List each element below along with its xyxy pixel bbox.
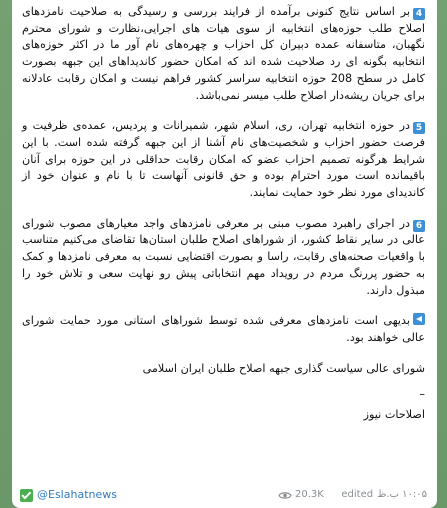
keycap-6-icon: 6 bbox=[413, 220, 425, 232]
channel-link[interactable] bbox=[20, 487, 117, 503]
view-counter bbox=[278, 487, 324, 503]
view-count: 20.3K bbox=[295, 489, 324, 500]
paragraph-6-text: در اجرای راهبرد مصوب مبنی بر معرفی نامزدهای واجد معیارهای مصوب شورای عالی در سایر نقاط کشور، از شوراهای اصلاح طلبان استان‌ها تقاضای می‌کنیم متناسب با واقعیات صحنه‌های رقابت، راسا و بصورت اقتضایی نسبت به معرفی نامزدها و کمک به حضور پررنگ مردم در رویداد مهم انتخاباتی پیش رو نهایت سعی و تلاش خود را مبذول دارند. bbox=[22, 216, 425, 297]
check-mark-button-icon bbox=[20, 489, 33, 502]
post-meta bbox=[341, 487, 427, 503]
paragraph-4-text: بر اساس نتایج کنونی برآمده از فرایند بررسی و رسیدگی به صلاحیت نامزدهای اصلاح طلب حوزه‌های انتخابیه از سوی هیات های اجرایی،نظارت و شورای محترم نگهبان، متاسفانه عمده دبیران کل احزاب و چهره‌های نام آور ما در اکثر حوزه‌های انتخابیه بگونه ای رد صلاحیت شده اند که امکان حضور کاندیداهای این جبهه بصورت کامل در سطح 208 حوزه انتخابیه سراسر کشور فراهم نیست و امکان رقابت عادلانه برای جریان ریشه‌دار اصلاح طلب میسر نمی‌باشد. bbox=[22, 5, 425, 102]
eye-icon bbox=[278, 491, 292, 500]
post-signature: شورای عالی سیاست گذاری جبهه اصلاح طلبان ایران اسلامی bbox=[142, 361, 425, 375]
channel-handle: @Eslahatnews bbox=[37, 488, 117, 501]
post-paragraph-6 bbox=[22, 216, 425, 300]
paragraph-note-text: بدیهی است نامزدهای معرفی شده توسط شوراهای استانی مورد حمایت شورای عالی خواهند بود. bbox=[22, 314, 425, 344]
post-footer bbox=[12, 487, 437, 503]
post-divider: – bbox=[419, 387, 425, 401]
paragraph-5-text: در حوزه انتخابیه تهران، ری، اسلام شهر، شمیرانات و پردیس، عمده‌ی ظرفیت و فرصت حضور احزاب و شخصیت‌های نام آشنا از این جبهه گرفته شده است. با این شرایط هرگونه تصمیم احزاب عضو که امکان رقابت حداقلی در این حوزه برای آنان باقیمانده است مورد احترام بوده و حق قانونی آنهاست تا با نام و عنوان خود از کاندیدای مورد نظر خود حمایت نمایند. bbox=[22, 119, 425, 200]
edited-label: edited bbox=[341, 489, 374, 500]
post-paragraph-5 bbox=[22, 118, 425, 202]
post-paragraph-note bbox=[22, 313, 425, 346]
channel-post-bubble bbox=[12, 0, 437, 508]
play-reverse-icon bbox=[413, 313, 425, 325]
post-source: اصلاحات نیوز bbox=[363, 407, 425, 421]
keycap-5-icon: 5 bbox=[413, 122, 425, 134]
post-paragraph-4 bbox=[22, 4, 425, 104]
keycap-4-icon: 4 bbox=[413, 8, 425, 20]
post-time: ۱۰:۰۵ ب.ظ bbox=[377, 489, 427, 500]
